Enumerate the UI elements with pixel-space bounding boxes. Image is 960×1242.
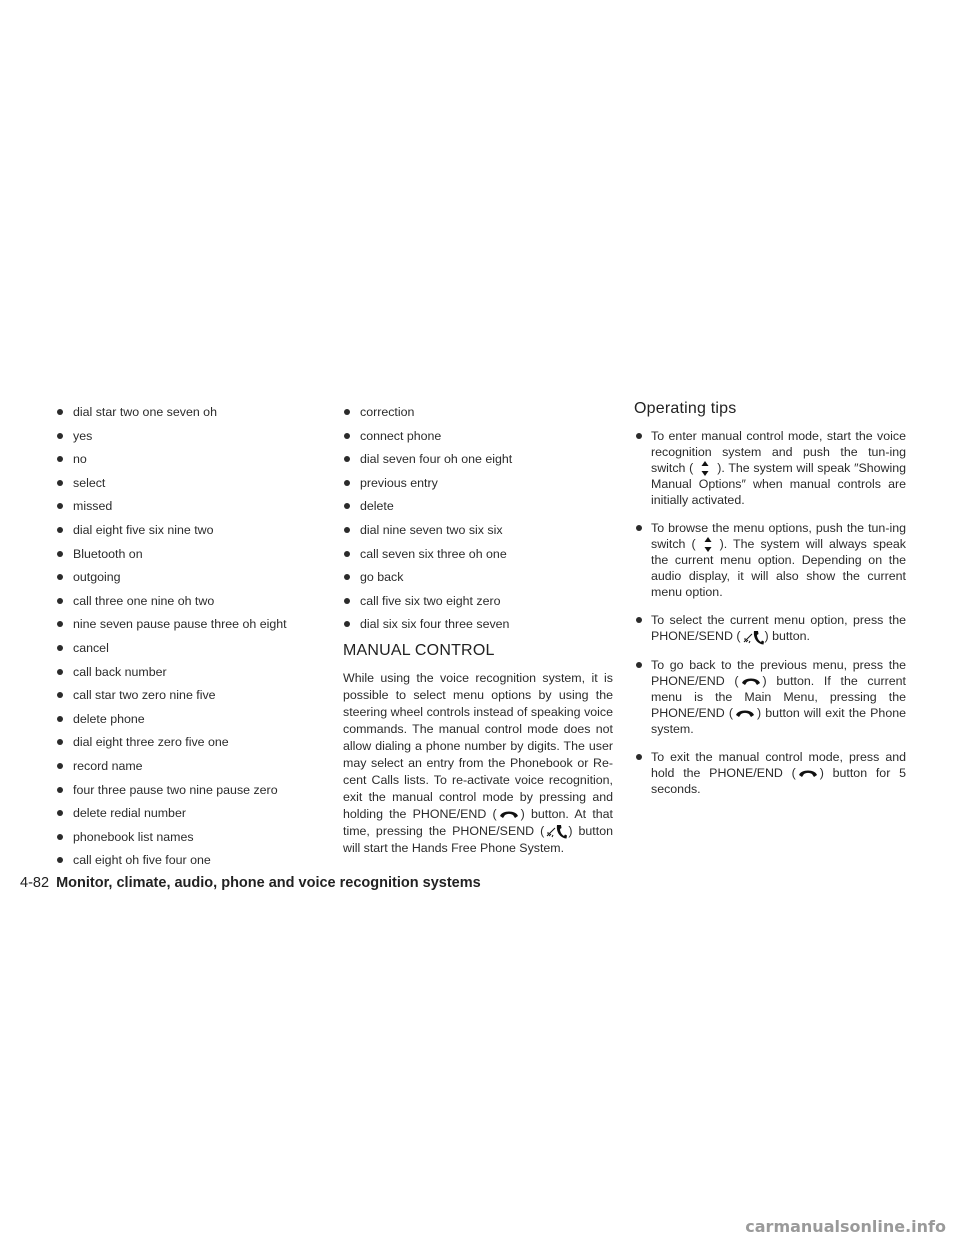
voice-command-item: correction — [343, 404, 613, 428]
voice-command-item: four three pause two nine pause zero — [56, 782, 306, 806]
manual-control-paragraph — [343, 670, 613, 857]
tip-text: ). The system will always speak the current menu option. Depending on the audio display, it will also show the current menu option. — [651, 537, 907, 600]
tip-text: ) button. If the current menu is the Main Menu, pressing the PHONE/END ( — [651, 673, 906, 720]
page-number: 4-82 — [20, 875, 50, 891]
watermark: carmanualsonline.info — [745, 1217, 946, 1236]
tuning-switch-icon — [697, 537, 719, 552]
voice-command-item: missed — [56, 498, 306, 522]
voice-command-list — [56, 404, 306, 876]
voice-command-item: call back number — [56, 664, 306, 688]
chapter-title: Monitor, climate, audio, phone and voice recognition systems — [56, 875, 481, 891]
tip-item — [634, 428, 906, 508]
voice-command-item: call five six two eight zero — [343, 593, 613, 617]
voice-command-item: Bluetooth on — [56, 546, 306, 570]
tip-text: ). The system will speak ″Showing Manual Options″ when manual controls are initially activated. — [651, 461, 906, 508]
manual-control-text: ) button. At that time, pressing the PHONE/SEND ( — [343, 806, 613, 838]
tip-text: ) button for 5 seconds. — [651, 766, 906, 797]
phone-end-icon — [740, 674, 762, 689]
voice-command-item: dial star two one seven oh — [56, 404, 306, 428]
middle-column — [343, 404, 613, 857]
phone-end-icon — [498, 807, 520, 822]
voice-command-item: select — [56, 475, 306, 499]
tip-text: To enter manual control mode, start the voice recognition system and push the tun-ing switch ( — [651, 429, 906, 475]
voice-command-item: previous entry — [343, 475, 613, 499]
voice-command-item: cancel — [56, 640, 306, 664]
tip-text: To browse the menu options, push the tun-ing switch ( — [651, 521, 906, 552]
right-column — [634, 400, 907, 809]
operating-tips-heading: Operating tips — [634, 400, 737, 417]
voice-command-item: connect phone — [343, 428, 613, 452]
tip-item — [634, 612, 906, 644]
tip-text: ) button. — [764, 629, 810, 644]
voice-command-item: call eight oh five four one — [56, 852, 306, 876]
manual-control-heading: MANUAL CONTROL — [343, 641, 495, 659]
phone-send-icon — [545, 824, 567, 839]
tip-text: To select the current menu option, press the PHONE/SEND ( — [651, 613, 906, 644]
page-footer — [20, 875, 481, 891]
tuning-switch-icon — [694, 461, 716, 476]
voice-command-list — [343, 404, 613, 640]
voice-command-item: delete redial number — [56, 805, 306, 829]
voice-command-item: delete — [343, 498, 613, 522]
voice-command-item: dial nine seven two six six — [343, 522, 613, 546]
voice-command-item: call three one nine oh two — [56, 593, 306, 617]
voice-command-item: record name — [56, 758, 306, 782]
tip-text: To exit the manual control mode, press and hold the PHONE/END ( — [651, 750, 906, 781]
voice-command-item: dial seven four oh one eight — [343, 451, 613, 475]
phone-end-icon — [734, 706, 756, 721]
manual-control-text: While using the voice recognition system, it is possible to select menu options by using the steering wheel controls instead of speaking voice commands. The manual control mode does not allow dialing a phone number by digits. The user may select an entry from the Phonebook or Re-cent Calls lists. To re-activate voice recognition, exit the manual control mode by pressing and holding the PHONE/END ( — [343, 670, 613, 821]
phone-send-icon — [742, 630, 764, 645]
command-list-left — [56, 404, 306, 876]
tip-text: ) button will exit the Phone system. — [651, 705, 906, 737]
tip-item — [634, 657, 906, 737]
tip-item — [634, 520, 906, 600]
voice-command-item: yes — [56, 428, 306, 452]
operating-tips-list — [634, 428, 906, 797]
tip-text: To go back to the previous menu, press the PHONE/END ( — [651, 657, 906, 688]
voice-command-item: dial eight three zero five one — [56, 734, 306, 758]
voice-command-item: go back — [343, 569, 613, 593]
voice-command-item: call seven six three oh one — [343, 546, 613, 570]
voice-command-item: no — [56, 451, 306, 475]
phone-end-icon — [797, 766, 819, 781]
voice-command-item: call star two zero nine five — [56, 687, 306, 711]
voice-command-item: outgoing — [56, 569, 306, 593]
voice-command-item: delete phone — [56, 711, 306, 735]
tip-item — [634, 749, 906, 797]
voice-command-item: dial six six four three seven — [343, 616, 613, 640]
voice-command-item: phonebook list names — [56, 829, 306, 853]
manual-control-text: ) button will start the Hands Free Phone System. — [343, 823, 613, 855]
voice-command-item: dial eight five six nine two — [56, 522, 306, 546]
voice-command-item: nine seven pause pause three oh eight — [56, 616, 306, 640]
